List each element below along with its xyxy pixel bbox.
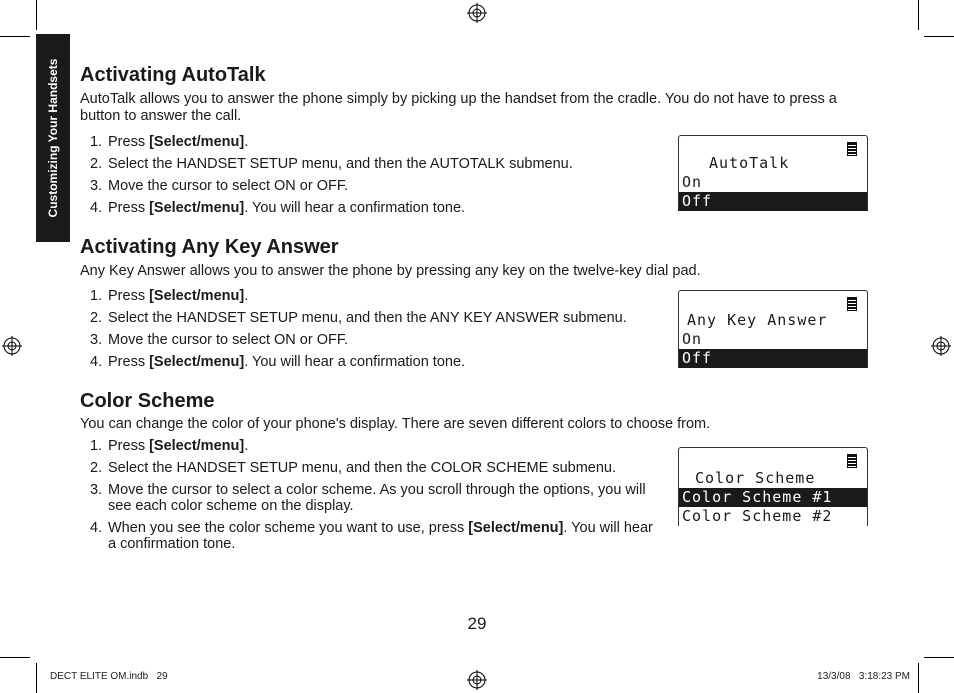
list-item: 4. Press [Select/menu]. You will hear a confirmation tone. bbox=[90, 200, 466, 216]
display-option-selected: Off bbox=[679, 349, 867, 368]
list-item: 2. Select the HANDSET SETUP menu, and then the COLOR SCHEME submenu. bbox=[90, 460, 616, 476]
display-option: Color Scheme #2 bbox=[682, 507, 833, 525]
list-item: 3. Move the cursor to select a color scheme. As you scroll through the options, you will see each color scheme on the display. bbox=[90, 482, 646, 514]
crop-mark bbox=[924, 657, 954, 658]
step-list bbox=[80, 438, 658, 558]
list-item: 4. When you see the color scheme you want to use, press [Select/menu]. You will hear a confirmation tone. bbox=[90, 520, 653, 552]
registration-mark-icon bbox=[467, 3, 487, 23]
crop-mark bbox=[36, 663, 37, 693]
section-heading: Color Scheme bbox=[80, 390, 215, 412]
handset-display bbox=[678, 447, 868, 526]
list-item: 4. Press [Select/menu]. You will hear a confirmation tone. bbox=[90, 354, 466, 370]
list-item: 3. Move the cursor to select ON or OFF. bbox=[90, 332, 349, 348]
crop-mark bbox=[0, 657, 30, 658]
side-tab bbox=[36, 34, 70, 242]
section-intro: Any Key Answer allows you to answer the phone by pressing any key on the twelve-key dial pad. bbox=[80, 263, 701, 279]
display-title: AutoTalk bbox=[709, 154, 790, 172]
list-item: 3. Move the cursor to select ON or OFF. bbox=[90, 178, 349, 194]
crop-mark bbox=[918, 0, 919, 30]
display-option: On bbox=[682, 173, 703, 191]
battery-icon bbox=[847, 297, 857, 311]
display-title: Color Scheme bbox=[695, 469, 816, 487]
crop-mark bbox=[918, 663, 919, 693]
display-option-selected: Off bbox=[679, 192, 867, 211]
section-heading: Activating AutoTalk bbox=[80, 64, 266, 86]
registration-mark-icon bbox=[467, 670, 487, 690]
footer-filename: DECT ELITE OM.indb 29 bbox=[50, 671, 168, 682]
list-item: 2. Select the HANDSET SETUP menu, and then the AUTOTALK submenu. bbox=[90, 156, 573, 172]
display-option: On bbox=[682, 330, 703, 348]
step-list bbox=[80, 288, 660, 376]
list-item: 1. Press [Select/menu]. bbox=[90, 288, 249, 304]
display-title: Any Key Answer bbox=[687, 311, 828, 329]
battery-icon bbox=[847, 142, 857, 156]
list-item: 1. Press [Select/menu]. bbox=[90, 134, 249, 150]
side-tab-label: Customizing Your Handsets bbox=[46, 58, 60, 218]
display-option-selected: Color Scheme #1 bbox=[679, 488, 867, 507]
crop-mark bbox=[924, 36, 954, 37]
handset-display bbox=[678, 135, 868, 211]
list-item: 1. Press [Select/menu]. bbox=[90, 438, 249, 454]
crop-mark bbox=[36, 0, 37, 30]
page-number: 29 bbox=[467, 614, 487, 633]
battery-icon bbox=[847, 454, 857, 468]
list-item: 2. Select the HANDSET SETUP menu, and then the ANY KEY ANSWER submenu. bbox=[90, 310, 627, 326]
handset-display bbox=[678, 290, 868, 368]
section-heading: Activating Any Key Answer bbox=[80, 236, 339, 258]
footer-timestamp: 13/3/08 3:18:23 PM bbox=[817, 671, 910, 682]
section-intro: AutoTalk allows you to answer the phone simply by picking up the handset from the cradle. You do not have to press a button to answer the call. bbox=[80, 91, 837, 124]
crop-mark bbox=[0, 36, 30, 37]
section-intro: You can change the color of your phone's display. There are seven different colors to choose from. bbox=[80, 416, 711, 432]
step-list bbox=[80, 134, 650, 222]
registration-mark-icon bbox=[2, 336, 22, 356]
registration-mark-icon bbox=[931, 336, 951, 356]
